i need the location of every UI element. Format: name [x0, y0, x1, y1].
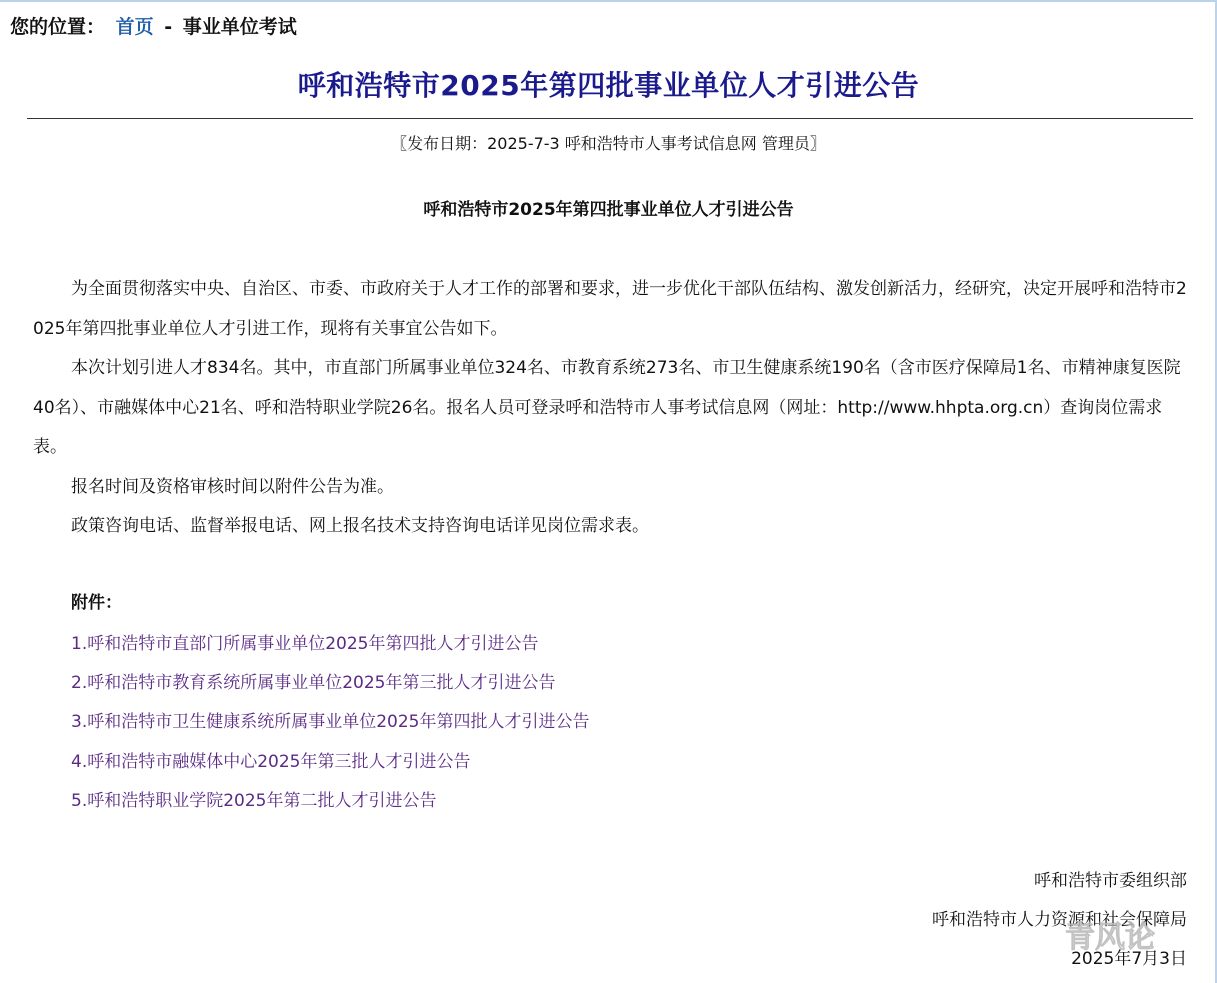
- attachments-heading: 附件：: [71, 593, 122, 613]
- attachment-link-2[interactable]: 2.呼和浩特市教育系统所属事业单位2025年第三批人才引进公告: [71, 673, 556, 694]
- paragraph-contact: 政策咨询电话、监督举报电话、网上报名技术支持咨询电话详见岗位需求表。: [71, 516, 649, 536]
- paragraph-quota: 本次计划引进人才834名。其中，市直部门所属事业单位324名、市教育系统273名、市卫生健康系统190名（含市医疗保障局1名、市精神康复医院40名）、市融媒体中心21名、呼和浩特职业学院26名。报名人员可登录呼和浩特市人事考试信息网（网址：http://www.hhpta.org.cn）查询岗位需求表。: [33, 358, 1181, 457]
- signature-date: 2025年7月3日: [1071, 949, 1187, 969]
- page-title: 呼和浩特市2025年第四批事业单位人才引进公告: [297, 69, 920, 102]
- paragraph-schedule: 报名时间及资格审核时间以附件公告为准。: [71, 476, 394, 497]
- signature-hr-bureau: 呼和浩特市人力资源和社会保障局: [932, 910, 1187, 930]
- publish-info: 〖发布日期：2025-7-3 呼和浩特市人事考试信息网 管理员〗: [391, 134, 826, 153]
- article-body: [33, 270, 1188, 547]
- attachment-link-5[interactable]: 5.呼和浩特职业学院2025年第二批人才引进公告: [71, 790, 437, 811]
- title-divider: [27, 118, 1193, 119]
- breadcrumb-prefix: 您的位置：: [10, 16, 106, 38]
- article-subtitle: 呼和浩特市2025年第四批事业单位人才引进公告: [423, 200, 794, 220]
- watermark-text: 青风论: [1065, 920, 1155, 955]
- attachment-link-4[interactable]: 4.呼和浩特市融媒体中心2025年第三批人才引进公告: [71, 751, 471, 772]
- attachment-link-3[interactable]: 3.呼和浩特市卫生健康系统所属事业单位2025年第四批人才引进公告: [71, 712, 590, 733]
- signature-org-department: 呼和浩特市委组织部: [1034, 871, 1187, 891]
- breadcrumb-home-link[interactable]: 首页: [115, 16, 154, 38]
- breadcrumb-current: 事业单位考试: [182, 16, 297, 38]
- paragraph-intro: 为全面贯彻落实中央、自治区、市委、市政府关于人才工作的部署和要求，进一步优化干部队伍结构、激发创新活力，经研究，决定开展呼和浩特市2025年第四批事业单位人才引进工作，现将有关事宜公告如下。: [33, 279, 1187, 339]
- watermark-logo: [1065, 915, 1195, 955]
- breadcrumb: [10, 12, 297, 39]
- attachment-link-1[interactable]: 1.呼和浩特市直部门所属事业单位2025年第四批人才引进公告: [71, 634, 539, 654]
- top-border: [0, 0, 1217, 2]
- attachments-list: [71, 625, 589, 821]
- breadcrumb-separator: -: [164, 16, 173, 38]
